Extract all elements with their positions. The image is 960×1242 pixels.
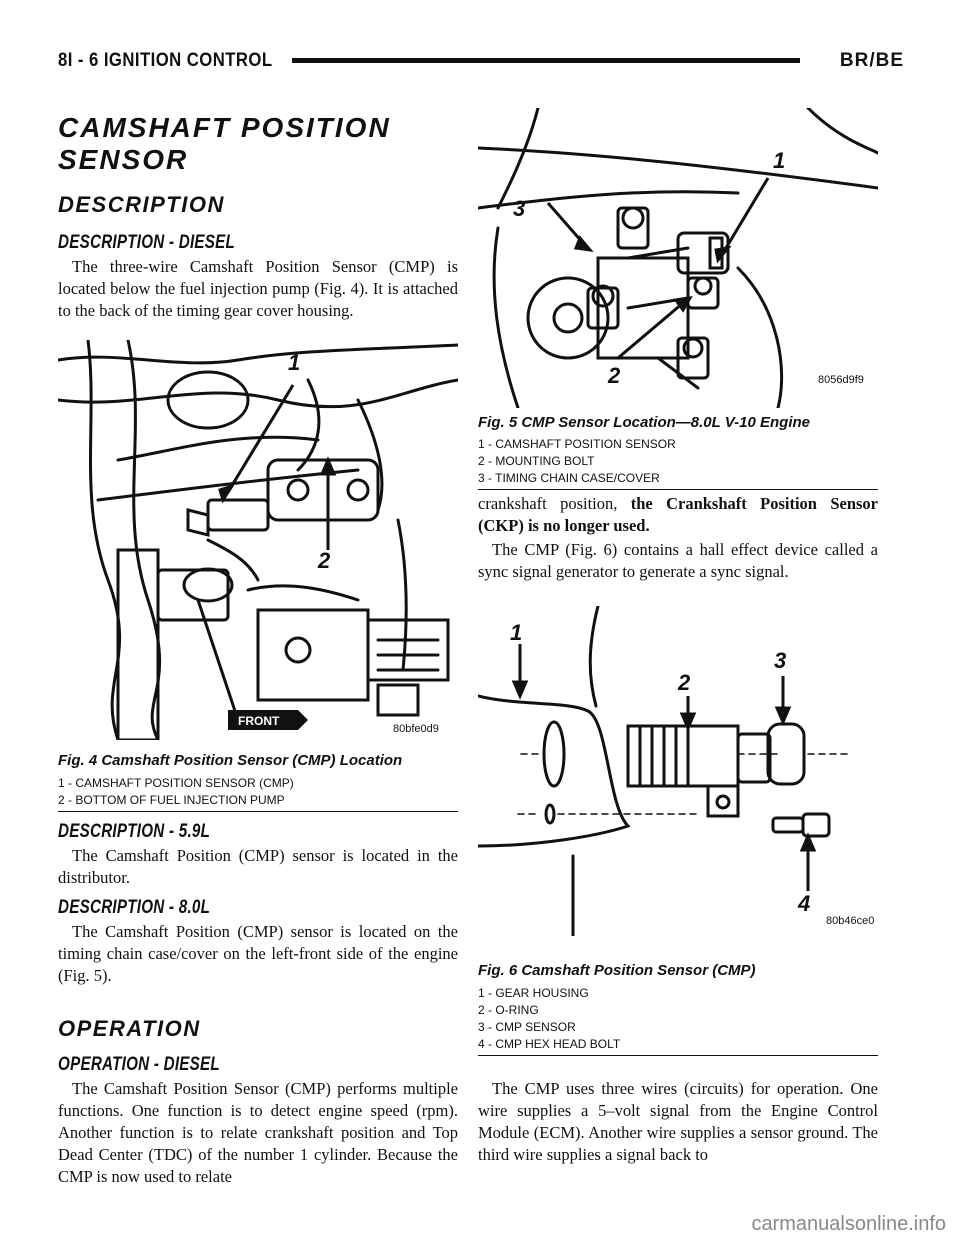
fig6-legend-item: 2 - O-RING — [478, 1003, 539, 1017]
fig4-legend — [58, 775, 294, 809]
three-wires-text: The CMP uses three wires (circuits) for operation. One wire supplies a 5–volt signal from the Engine Control Module (ECM). Another wire supplies a sensor ground. The third wire supplies a signal back to — [478, 1079, 878, 1164]
fig4-front-label: FRONT — [238, 714, 280, 728]
header-rule — [292, 58, 800, 63]
op-diesel-heading: OPERATION - DIESEL — [58, 1054, 220, 1075]
desc-80-text: The Camshaft Position (CMP) sensor is located on the timing chain case/cover on the left-front side of the engine (Fig. 5). — [58, 922, 458, 985]
fig5-legend-item: 3 - TIMING CHAIN CASE/COVER — [478, 471, 660, 485]
op-diesel-text: The Camshaft Position Sensor (CMP) performs multiple functions. One function is to detect engine speed (rpm). Another function is to relate crankshaft position and Top Dead Center (TDC) of the number 1 cylinder. Because the CMP is now used to relate — [58, 1079, 458, 1186]
fig6-callout-4: 4 — [798, 891, 811, 916]
fig6-callout-3: 3 — [774, 648, 787, 673]
fig5-callout-1: 1 — [773, 148, 786, 173]
fig6-illustration — [478, 606, 878, 936]
fig6-code: 80b46ce0 — [826, 915, 875, 927]
fig6-sensor-drawing — [478, 606, 878, 936]
fig5-callout-3: 3 — [513, 196, 526, 221]
fig5-callout-2: 2 — [608, 363, 621, 388]
fig5-rule — [478, 489, 878, 490]
fig4-engine-drawing — [58, 340, 458, 740]
page-header-section: 8I - 6 IGNITION CONTROL — [58, 50, 273, 71]
page-title — [58, 112, 391, 176]
fig4-rule — [58, 811, 458, 812]
ckp-text-normal: crankshaft position, — [478, 494, 631, 513]
fig4-code: 80bfe0d9 — [393, 723, 439, 735]
fig6-callout-2: 2 — [678, 670, 691, 695]
ckp-text-bold: the Crankshaft Position Sensor (CKP) is no longer used. — [478, 494, 878, 535]
fig4-callout-1: 1 — [288, 350, 301, 375]
fig4-legend-item: 1 - CAMSHAFT POSITION SENSOR (CMP) — [58, 776, 294, 790]
fig6-rule — [478, 1055, 878, 1056]
fig4-callout-2: 2 — [318, 548, 331, 573]
desc-59-text: The Camshaft Position (CMP) sensor is located in the distributor. — [58, 846, 458, 887]
fig6-legend-item: 1 - GEAR HOUSING — [478, 986, 589, 1000]
fig4-legend-item: 2 - BOTTOM OF FUEL INJECTION PUMP — [58, 793, 285, 807]
fig5-illustration — [478, 108, 878, 408]
desc-59-heading: DESCRIPTION - 5.9L — [58, 821, 211, 842]
fig5-code: 8056d9f9 — [818, 374, 864, 386]
watermark: carmanualsonline.info — [751, 1213, 946, 1235]
page-header-model: BR/BE — [839, 50, 904, 71]
fig6-caption: Fig. 6 Camshaft Position Sensor (CMP) — [478, 962, 756, 979]
desc-80-heading: DESCRIPTION - 8.0L — [58, 897, 211, 918]
fig5-engine-drawing — [478, 108, 878, 408]
operation-heading: OPERATION — [58, 1016, 201, 1041]
fig4-caption: Fig. 4 Camshaft Position Sensor (CMP) Location — [58, 752, 403, 769]
desc-diesel-heading: DESCRIPTION - DIESEL — [58, 232, 236, 253]
fig4-illustration — [58, 340, 458, 740]
page-title-line2: SENSOR — [58, 144, 189, 175]
ckp-continuation-text — [478, 493, 878, 583]
fig6-legend — [478, 985, 620, 1053]
description-heading: DESCRIPTION — [58, 192, 225, 217]
fig6-legend-item: 3 - CMP SENSOR — [478, 1020, 576, 1034]
fig5-legend — [478, 436, 676, 487]
fig6-legend-item: 4 - CMP HEX HEAD BOLT — [478, 1037, 621, 1051]
fig5-legend-item: 1 - CAMSHAFT POSITION SENSOR — [478, 437, 676, 451]
desc-diesel-text: The three-wire Camshaft Position Sensor (CMP) is located below the fuel injection pump (Fig. 4). It is attached to the back of the timing gear cover housing. — [58, 257, 458, 320]
fig5-caption: Fig. 5 CMP Sensor Location—8.0L V-10 Engine — [478, 414, 811, 431]
fig5-legend-item: 2 - MOUNTING BOLT — [478, 454, 595, 468]
fig6-callout-1: 1 — [510, 620, 523, 645]
page-title-line1: CAMSHAFT POSITION — [58, 112, 391, 143]
hall-effect-text: The CMP (Fig. 6) contains a hall effect device called a sync signal generator to generate a sync signal. — [478, 540, 878, 581]
